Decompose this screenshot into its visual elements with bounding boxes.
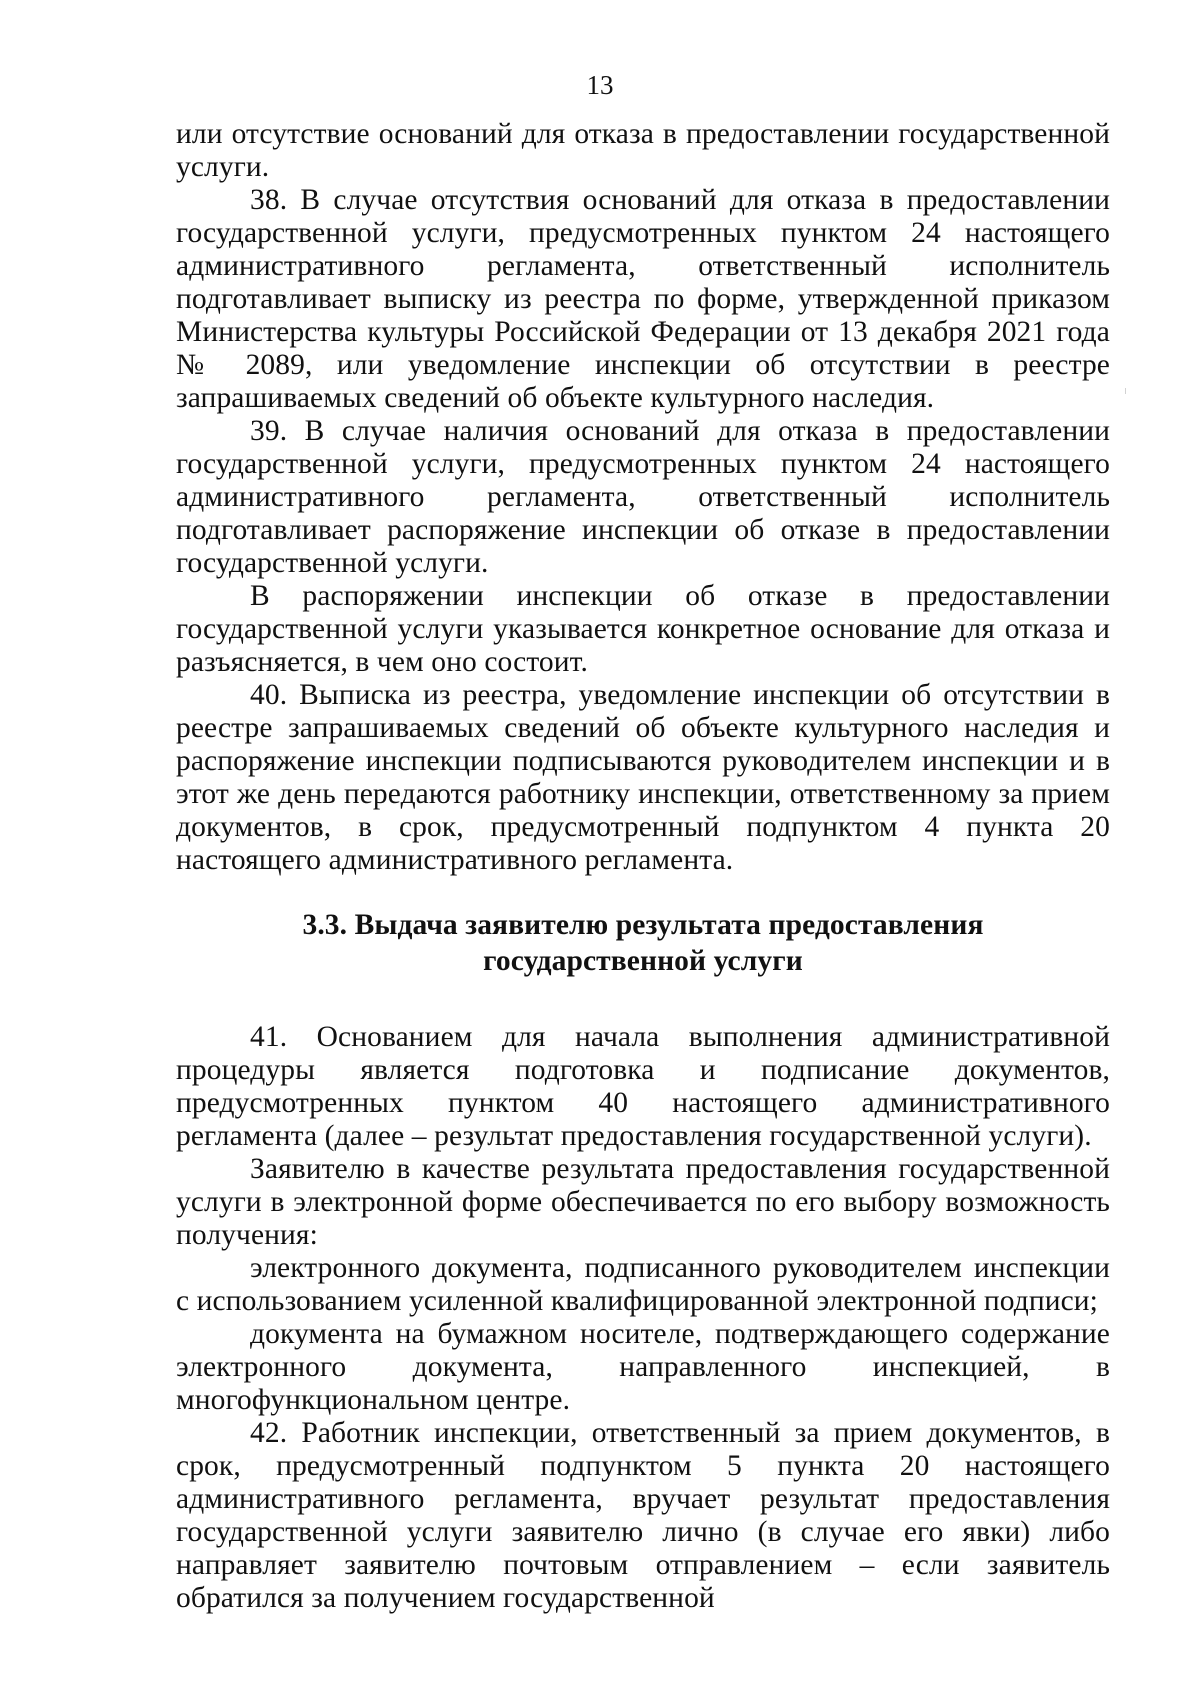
paragraph-42: 42. Работник инспекции, ответственный за прием документов, в срок, предусмотренный подпунктом 5 пункта 20 настоящего административного регламента, вручает результат предоставления государственной услуги заявителю лично (в случае его явки) либо направляет заявителю почтовым отправлением – если заявитель обратился за получением государственной [176,1417,1110,1614]
section-heading [176,907,1110,979]
paragraph-continuation: или отсутствие оснований для отказа в предоставлении государственной услуги. [176,118,1110,183]
paragraph-41: 41. Основанием для начала выполнения административной процедуры является подготовка и подписание документов, предусмотренных пунктом 40 настоящего административного регламента (далее – результат предоставления государственной услуги). [176,1021,1110,1152]
paragraph-refusal-order: В распоряжении инспекции об отказе в предоставлении государственной услуги указывается конкретное основание для отказа и разъясняется, в чем оно состоит. [176,580,1110,678]
scan-mark [1125,388,1126,394]
page-number: 13 [586,70,614,100]
paragraph-40: 40. Выписка из реестра, уведомление инспекции об отсутствии в реестре запрашиваемых сведений об объекте культурного наследия и распоряжение инспекции подписываются руководителем инспекции и в этот же день передаются работнику инспекции, ответственному за прием документов, в срок, предусмотренный подпунктом 4 пункта 20 настоящего административного регламента. [176,679,1110,876]
section-heading-line-2: государственной услуги [483,945,803,977]
paragraph-38: 38. В случае отсутствия оснований для отказа в предоставлении государственной услуги, предусмотренных пунктом 24 настоящего административного регламента, ответственный исполнитель подготавливает выписку из реестра по форме, утвержденной приказом Министерства культуры Российской Федерации от 13 декабря 2021 года № 2089, или уведомление инспекции об отсутствии в реестре запрашиваемых сведений об объекте культурного наследия. [176,184,1110,414]
paragraph-electronic-document-option: электронного документа, подписанного руководителем инспекции с использованием усиленной квалифицированной электронной подписи; [176,1252,1110,1317]
document-body [176,118,1110,1615]
section-spacing-top [176,877,1110,907]
paragraph-paper-document-option: документа на бумажном носителе, подтверждающего содержание электронного документа, направленного инспекцией, в многофункциональном центре. [176,1318,1110,1416]
section-spacing-bottom [176,979,1110,1021]
paragraph-39: 39. В случае наличия оснований для отказа в предоставлении государственной услуги, предусмотренных пунктом 24 настоящего административного регламента, ответственный исполнитель подготавливает распоряжение инспекции об отказе в предоставлении государственной услуги. [176,415,1110,579]
paragraph-result-options: Заявителю в качестве результата предоставления государственной услуги в электронной форме обеспечивается по его выбору возможность получения: [176,1153,1110,1251]
section-heading-line-1: 3.3. Выдача заявителю результата предоставления [302,909,984,941]
